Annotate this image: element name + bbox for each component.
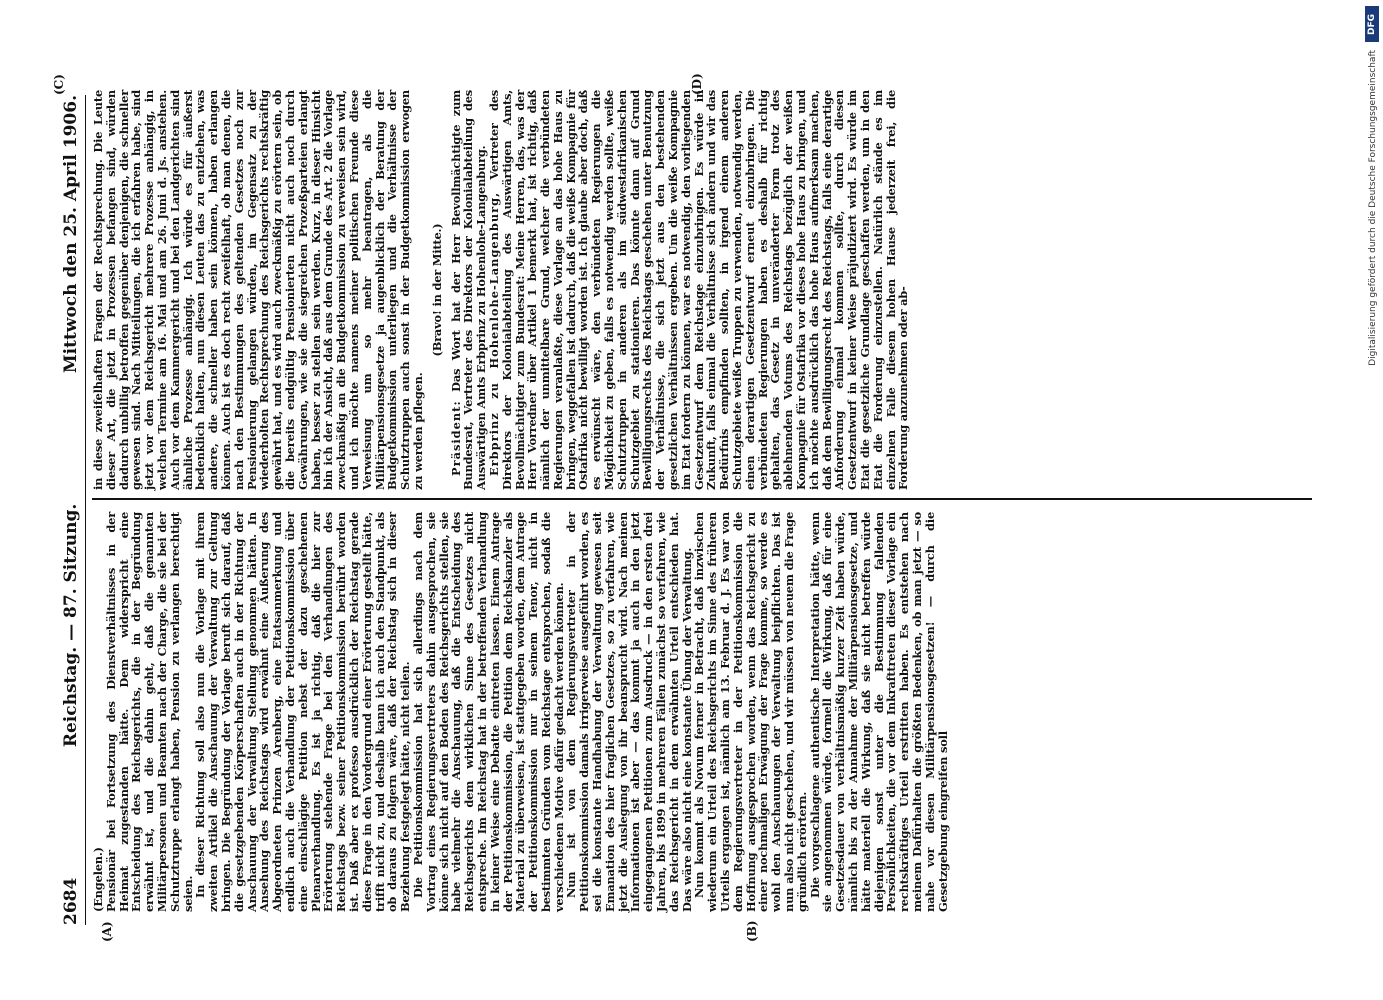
right-column [92, 90, 910, 490]
dfg-logo: DFG [1365, 6, 1379, 42]
funding-text: Digitalisierung gefördert durch die Deutsche Forschungsgemeinschaft [1368, 50, 1378, 366]
paragraph: Nun ist von dem Regierungsvertreter in der Petitionskommission damals irrigerweise ausgeführt worden, es sei die konstante Handhabung der Verwaltung gewesen seit Emanation des hier fraglichen Gesetzes, so zu verfahren, wie jetzt die Auslegung von ihr beansprucht wird. Nach meinen Informationen ist aber — das kommt ja auch in den jetzt eingegangenen Petitionen zum Ausdruck — in den ersten drei Jahren, bis 1899 in mehreren Fällen zunächst so verfahren, wie das Reichsgericht in dem erwähnten Urteil entschieden hat. Das wäre also nicht eine konstante Übung der Verwaltung. [564, 512, 694, 912]
speaker-label: Erbprinz zu Hohenlohe-Langenburg, [486, 191, 501, 476]
page-header [55, 95, 86, 925]
session-title: Reichstag. — 87. Sitzung. [61, 503, 81, 748]
margin-marker-d: (D) [690, 73, 704, 95]
speaker-tag: (Engelen.) [91, 847, 105, 912]
paragraph: Nun kommt als Novum ferner in Betracht, daß inzwischen wiederum ein Urteil des Reichsgerichts im Sinne des früheren Urteils ergangen ist, nämlich am 13. Februar d. J. Es war von dem Regierungsvertreter in der Petitionskommission die Hoffnung ausgesprochen worden, wenn das Reichsgericht zu einer nochmaligen Erwägung der Frage komme, so werde es wohl den Anschauungen der Verwaltung beipflichten. Das ist nun also nicht geschehen, und wir müssen von neuem die Frage gründlich erörtern. [692, 512, 809, 912]
funding-note [1365, 6, 1379, 986]
column-divider [92, 499, 1312, 501]
president-text: Das Wort hat der Herr Bevollmächtigte zum Bundesrat, Vertreter des Direktors der Kolonialabteilung des Auswärtigen Amts Erbprinz zu Hohenlohe-Langenburg. [448, 90, 489, 490]
session-date: Mittwoch den 25. April 1906. [61, 95, 81, 374]
margin-marker-a: (A) [100, 921, 114, 942]
paragraph: Pensionär bei Fortsetzung des Dienstverhältnisses in der Heimat zugestanden hätte. Dem widerspricht eine Entscheidung des Reichsgerichts, die in der Begründung erwähnt ist, und die dahin geht, daß die genannten Militärpersonen und Beamten nach der Charge, die sie bei der Schutztruppe erlangt haben, Pension zu verlangen berechtigt seien. [103, 512, 195, 912]
paragraph: Die Petitionskommission hat sich allerdings nach dem Vortrag eines Regierungsvertreters dahin ausgesprochen, sie könne sich nicht auf den Boden des Reichsgerichts stellen, sie habe vielmehr die Anschauung, daß die Entscheidung des Reichsgerichts dem wirklichen Sinne des Gesetzes nicht entspreche. Im Reichstag hat in der betreffenden Verhandlung in keiner Weise eine Debatte eintreten lassen. Einem Antrage der Petitionskommission, die Petition dem Reichskanzler als Material zu überweisen, ist stattgegeben worden, dem Antrage der Petitionskommission nur in seinem Tenor, nicht in bestimmten Gründen vom Reichstage entsprochen, sodaß die verschiedenen Motive dafür gedacht werden können. [410, 512, 566, 912]
applause-note: (Bravo! in der Mitte.) [429, 223, 444, 357]
margin-marker-c: (C) [52, 74, 66, 95]
page-number: 2684 [61, 877, 81, 925]
speaker-text: Vertreter des Direktors der Kolonialabteilung des Auswärtigen Amts, Bevollmächtigter zum Bundesrat: Meine Herren, das, was der Herr Vorredner über Artikel 1 bemerkt hat, ist richtig, daß nämlich der unmittelbare Grund, welcher die verbündeten Regierungen veranlaßte, diese Vorlage an das hohe Haus zu bringen, weggefallen ist dadurch, daß die weiße Kompagnie für Ostafrika nicht bewilligt worden ist. Ich glaube aber doch, daß es erwünscht wäre, den verbündeten Regierungen die Möglichkeit zu geben, falls es notwendig werden sollte, weiße Schutztruppen in anderen als im südwestafrikanischen Schutzgebiet zu stationieren. Das könnte dann auf Grund Bewilligungsrechts des Reichstags geschehen unter Benutzung der Verhältnisse, die sich jetzt aus den bestehenden gesetzlichen Verhältnissen ergeben. Um die weiße Kompagnie im Etat fordern zu können, war es notwendig, den vorliegenden Gesetzentwurf dem Reichstage einzubringen. Es würde in Zukunft, falls einmal die Verhältnisse sich ändern und wir das Bedürfnis empfinden sollten, in irgend einem anderen Schutzgebiete weiße Truppen zu verwenden, notwendig werden, einen derartigen Gesetzentwurf erneut einzubringen. Die verbündeten Regierungen haben es deshalb für richtig gehalten, das Gesetz in unveränderter Form trotz des ablehnenden Votums des Reichstags bezüglich der weißen Kompagnie für Ostafrika vor dieses hohe Haus zu bringen, und ich möchte ausdrücklich das hohe Haus aufmerksam machen, daß dem Bewilligungsrecht des Reichstags, falls eine derartige Anforderung einmal kommen sollte, durch diesen Gesetzentwurf in keiner Weise präjudiziert wird. Es würde im Etat die gesetzliche Grundlage geschaffen werden, um in den Etat die Forderung einzustellen. Natürlich stände es im einzelnen Falle diesem hohen Hause jederzeit frei, die Forderung anzunehmen oder ab- [486, 90, 911, 490]
paragraph: In dieser Richtung soll also nun die Vorlage mit ihrem zweiten Artikel die Anschauung der Verwaltung zur Geltung bringen. Die Begründung der Vorlage beruft sich darauf, daß die gesetzgebenden Körperschaften auch in der Richtung der Anschauung der Verwaltung Stellung genommen hätten. In Ansehung des Reichstags wird erwähnt eine Äußerung des Abgeordneten Prinzen Arenberg, eine Etatsanmerkung und endlich auch die Verhandlung der Petitionskommission über eine einschlägige Petition nebst der dazu geschehenen Plenarverhandlung. Es ist ja richtig, daß die hier zur Erörterung stehende Frage bei den Verhandlungen des Reichstags bezw. seiner Petitionskommission berührt worden ist. Daß aber ex professo ausdrücklich der Reichstag gerade diese Frage in den Vordergrund einer Erörterung gestellt hätte, trifft nicht zu, und deshalb kann ich auch den Standpunkt, als ob daraus zu folgern wäre, daß der Reichstag sich in dieser Beziehung festgelegt hätte, nicht teilen. [193, 512, 413, 912]
margin-marker-b: (B) [745, 920, 759, 942]
paragraph: in diese zweifelhaften Fragen der Rechtsprechung. Die Leute dieser Art, die jetzt in Prozessen befangen sind, würden dadurch unbillig betroffen gegenüber denjenigen, die schneller gewesen sind. Nach Mitteilungen, die ich erfahren habe, sind jetzt vor dem Reichsgericht mehrere Prozesse anhängig, in welchen Termine am 16. Mai und am 26. Juni d. Js. anstehen. Auch vor dem Kammergericht und bei den Landgerichten sind ähnliche Prozesse anhängig. Ich würde es für äußerst bedenklich halten, nun diesen Leuten das zu entziehen, was andere, die schneller haben sein können, haben erlangen können. Auch ist es doch recht zweifelhaft, ob man denen, die nach den Bestimmungen des geltenden Gesetzes noch zur Pensionierung gelangen würden, im Gegensatz zu der wiederholten Rechtsprechung des Reichsgerichts rechtskräftig gewährt hat, und es wird auch zweckmäßig zu erörtern sein, ob die bereits endgültig Pensionierten nicht auch noch durch Gewährungen, wie sie die siegreichen Prozeßparteien erlangt haben, besser zu stellen sein werden. Kurz, in dieser Hinsicht bin ich der Ansicht, daß aus dem Grunde des Art. 2 die Vorlage zweckmäßig an die Budgetkommission zu verweisen sein wird, und ich möchte namens meiner politischen Freunde diese Verweisung um so mehr beantragen, als die Militärpensionsgesetze ja augenblicklich der Beratung der Budgetkommission unterliegen und die Verhältnisse der Schutztruppen auch sonst in der Budgetkommission erwogen zu werden pflegen. [91, 90, 425, 490]
paragraph: Die vorgeschlagene authentische Interpretation hätte, wenn sie angenommen würde, formell die Wirkung, daß für eine Gesetzesdauer von verhältnismäßig kurzer Zeit haben würde, nämlich bis zu der Annahme der Militärpensionsgesetze, und hätte materiell die Wirkung, daß sie nicht betreffen würde diejenigen sonst unter die Bestimmung fallenden Persönlichkeiten, die vor dem Inkrafttreten dieser Vorlage ein rechtskräftiges Urteil erstritten haben. Es entstehen nach meinem Dafürhalten die größten Bedenken, ob man jetzt — so nahe vor diesen Militärpensionsgesetzen! — durch die Gesetzgebung eingreifen soll [807, 512, 950, 912]
left-column [92, 512, 949, 912]
president-label: Präsident: [448, 400, 463, 476]
